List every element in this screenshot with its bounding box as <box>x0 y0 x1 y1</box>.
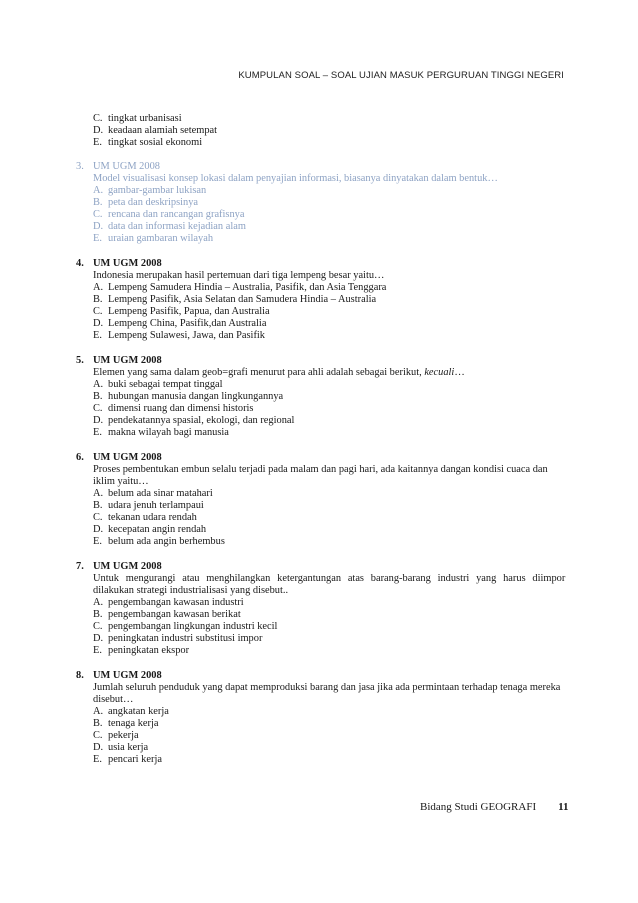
question-stem: Indonesia merupakan hasil pertemuan dari tiga lempeng besar yaitu… <box>93 270 385 281</box>
question-number: 4. <box>76 258 84 269</box>
continued-options <box>62 113 566 149</box>
question-5 <box>62 355 566 439</box>
question-7 <box>62 561 566 657</box>
option: C. dimensi ruang dan dimensi historis <box>93 403 254 414</box>
option: E. belum ada angin berhembus <box>93 536 225 547</box>
question-8 <box>62 670 566 766</box>
option: B. peta dan deskripsinya <box>93 197 199 208</box>
question-title: UM UGM 2008 <box>93 258 162 269</box>
question-title: UM UGM 2008 <box>93 355 162 366</box>
option: C. pengembangan lingkungan industri kecil <box>93 621 278 632</box>
option: A. pengembangan kawasan industri <box>93 597 244 608</box>
page-footer <box>420 801 569 813</box>
question-title: UM UGM 2008 <box>93 452 162 463</box>
option: C. Lempeng Pasifik, Papua, dan Australia <box>93 306 270 317</box>
question-title: UM UGM 2008 <box>93 670 162 681</box>
footer-subject: Bidang Studi GEOGRAFI <box>420 801 537 813</box>
question-number: 7. <box>76 561 84 572</box>
option: E. peningkatan ekspor <box>93 645 190 656</box>
question-stem-line: disebut… <box>93 694 134 705</box>
option: D. peningkatan industri substitusi impor <box>93 633 263 644</box>
option: D. usia kerja <box>93 742 149 753</box>
option: E. pencari kerja <box>93 754 162 765</box>
question-number: 3. <box>76 161 84 172</box>
question-stem-line: dilakukan strategi industrialisasi yang disebut.. <box>93 585 289 596</box>
question-number: 6. <box>76 452 84 463</box>
question-3 <box>62 161 566 245</box>
option: D. Lempeng China, Pasifik,dan Australia <box>93 318 267 329</box>
option: E. makna wilayah bagi manusia <box>93 427 229 438</box>
question-4 <box>62 258 566 342</box>
option: A. angkatan kerja <box>93 706 169 717</box>
option: A. Lempeng Samudera Hindia – Australia, Pasifik, dan Asia Tenggara <box>93 282 387 293</box>
question-title: UM UGM 2008 <box>93 161 160 172</box>
option: B. hubungan manusia dangan lingkungannya <box>93 391 284 402</box>
option: B. udara jenuh terlampaui <box>93 500 204 511</box>
page-number: 11 <box>558 801 569 813</box>
question-title: UM UGM 2008 <box>93 561 162 572</box>
option: E. Lempeng Sulawesi, Jawa, dan Pasifik <box>93 330 265 341</box>
option: E. uraian gambaran wilayah <box>93 233 214 244</box>
option: E. tingkat sosial ekonomi <box>93 137 203 148</box>
question-stem-line: iklim yaitu… <box>93 476 149 487</box>
question-stem-line: Jumlah seluruh penduduk yang dapat memproduksi barang dan jasa jika ada permintaan terhadap tenaga mereka <box>93 682 561 693</box>
question-stem-line: Untuk mengurangi atau menghilangkan ketergantungan atas barang-barang industri yang harus diimpor <box>93 573 566 584</box>
question-number: 8. <box>76 670 84 681</box>
question-stem-line: Proses pembentukan embun selalu terjadi pada malam dan pagi hari, ada kaitannya dangan kondisi cuaca dan <box>93 464 548 475</box>
question-number: 5. <box>76 355 84 366</box>
option: C. tekanan udara rendah <box>93 512 197 523</box>
option: C. pekerja <box>93 730 139 741</box>
option: B. tenaga kerja <box>93 718 159 729</box>
page-header: KUMPULAN SOAL – SOAL UJIAN MASUK PERGURUAN TINGGI NEGERI <box>238 70 564 81</box>
option: D. keadaan alamiah setempat <box>93 125 218 136</box>
question-stem: Elemen yang sama dalam geob=grafi menurut para ahli adalah sebagai berikut, kecuali… <box>93 367 465 378</box>
option: B. Lempeng Pasifik, Asia Selatan dan Samudera Hindia – Australia <box>93 294 377 305</box>
question-stem: Model visualisasi konsep lokasi dalam penyajian informasi, biasanya dinyatakan dalam bentuk… <box>93 173 498 184</box>
option: D. pendekatannya spasial, ekologi, dan regional <box>93 415 295 426</box>
option: C. rencana dan rancangan grafisnya <box>93 209 245 220</box>
option: B. pengembangan kawasan berikat <box>93 609 241 620</box>
option: D. kecepatan angin rendah <box>93 524 207 535</box>
question-list <box>62 113 566 766</box>
option: A. gambar-gambar lukisan <box>93 185 207 196</box>
question-6 <box>62 452 566 548</box>
option: C. tingkat urbanisasi <box>93 113 182 124</box>
option: D. data dan informasi kejadian alam <box>93 221 246 232</box>
option: A. belum ada sinar matahari <box>93 488 213 499</box>
option: A. buki sebagai tempat tinggal <box>93 379 223 390</box>
